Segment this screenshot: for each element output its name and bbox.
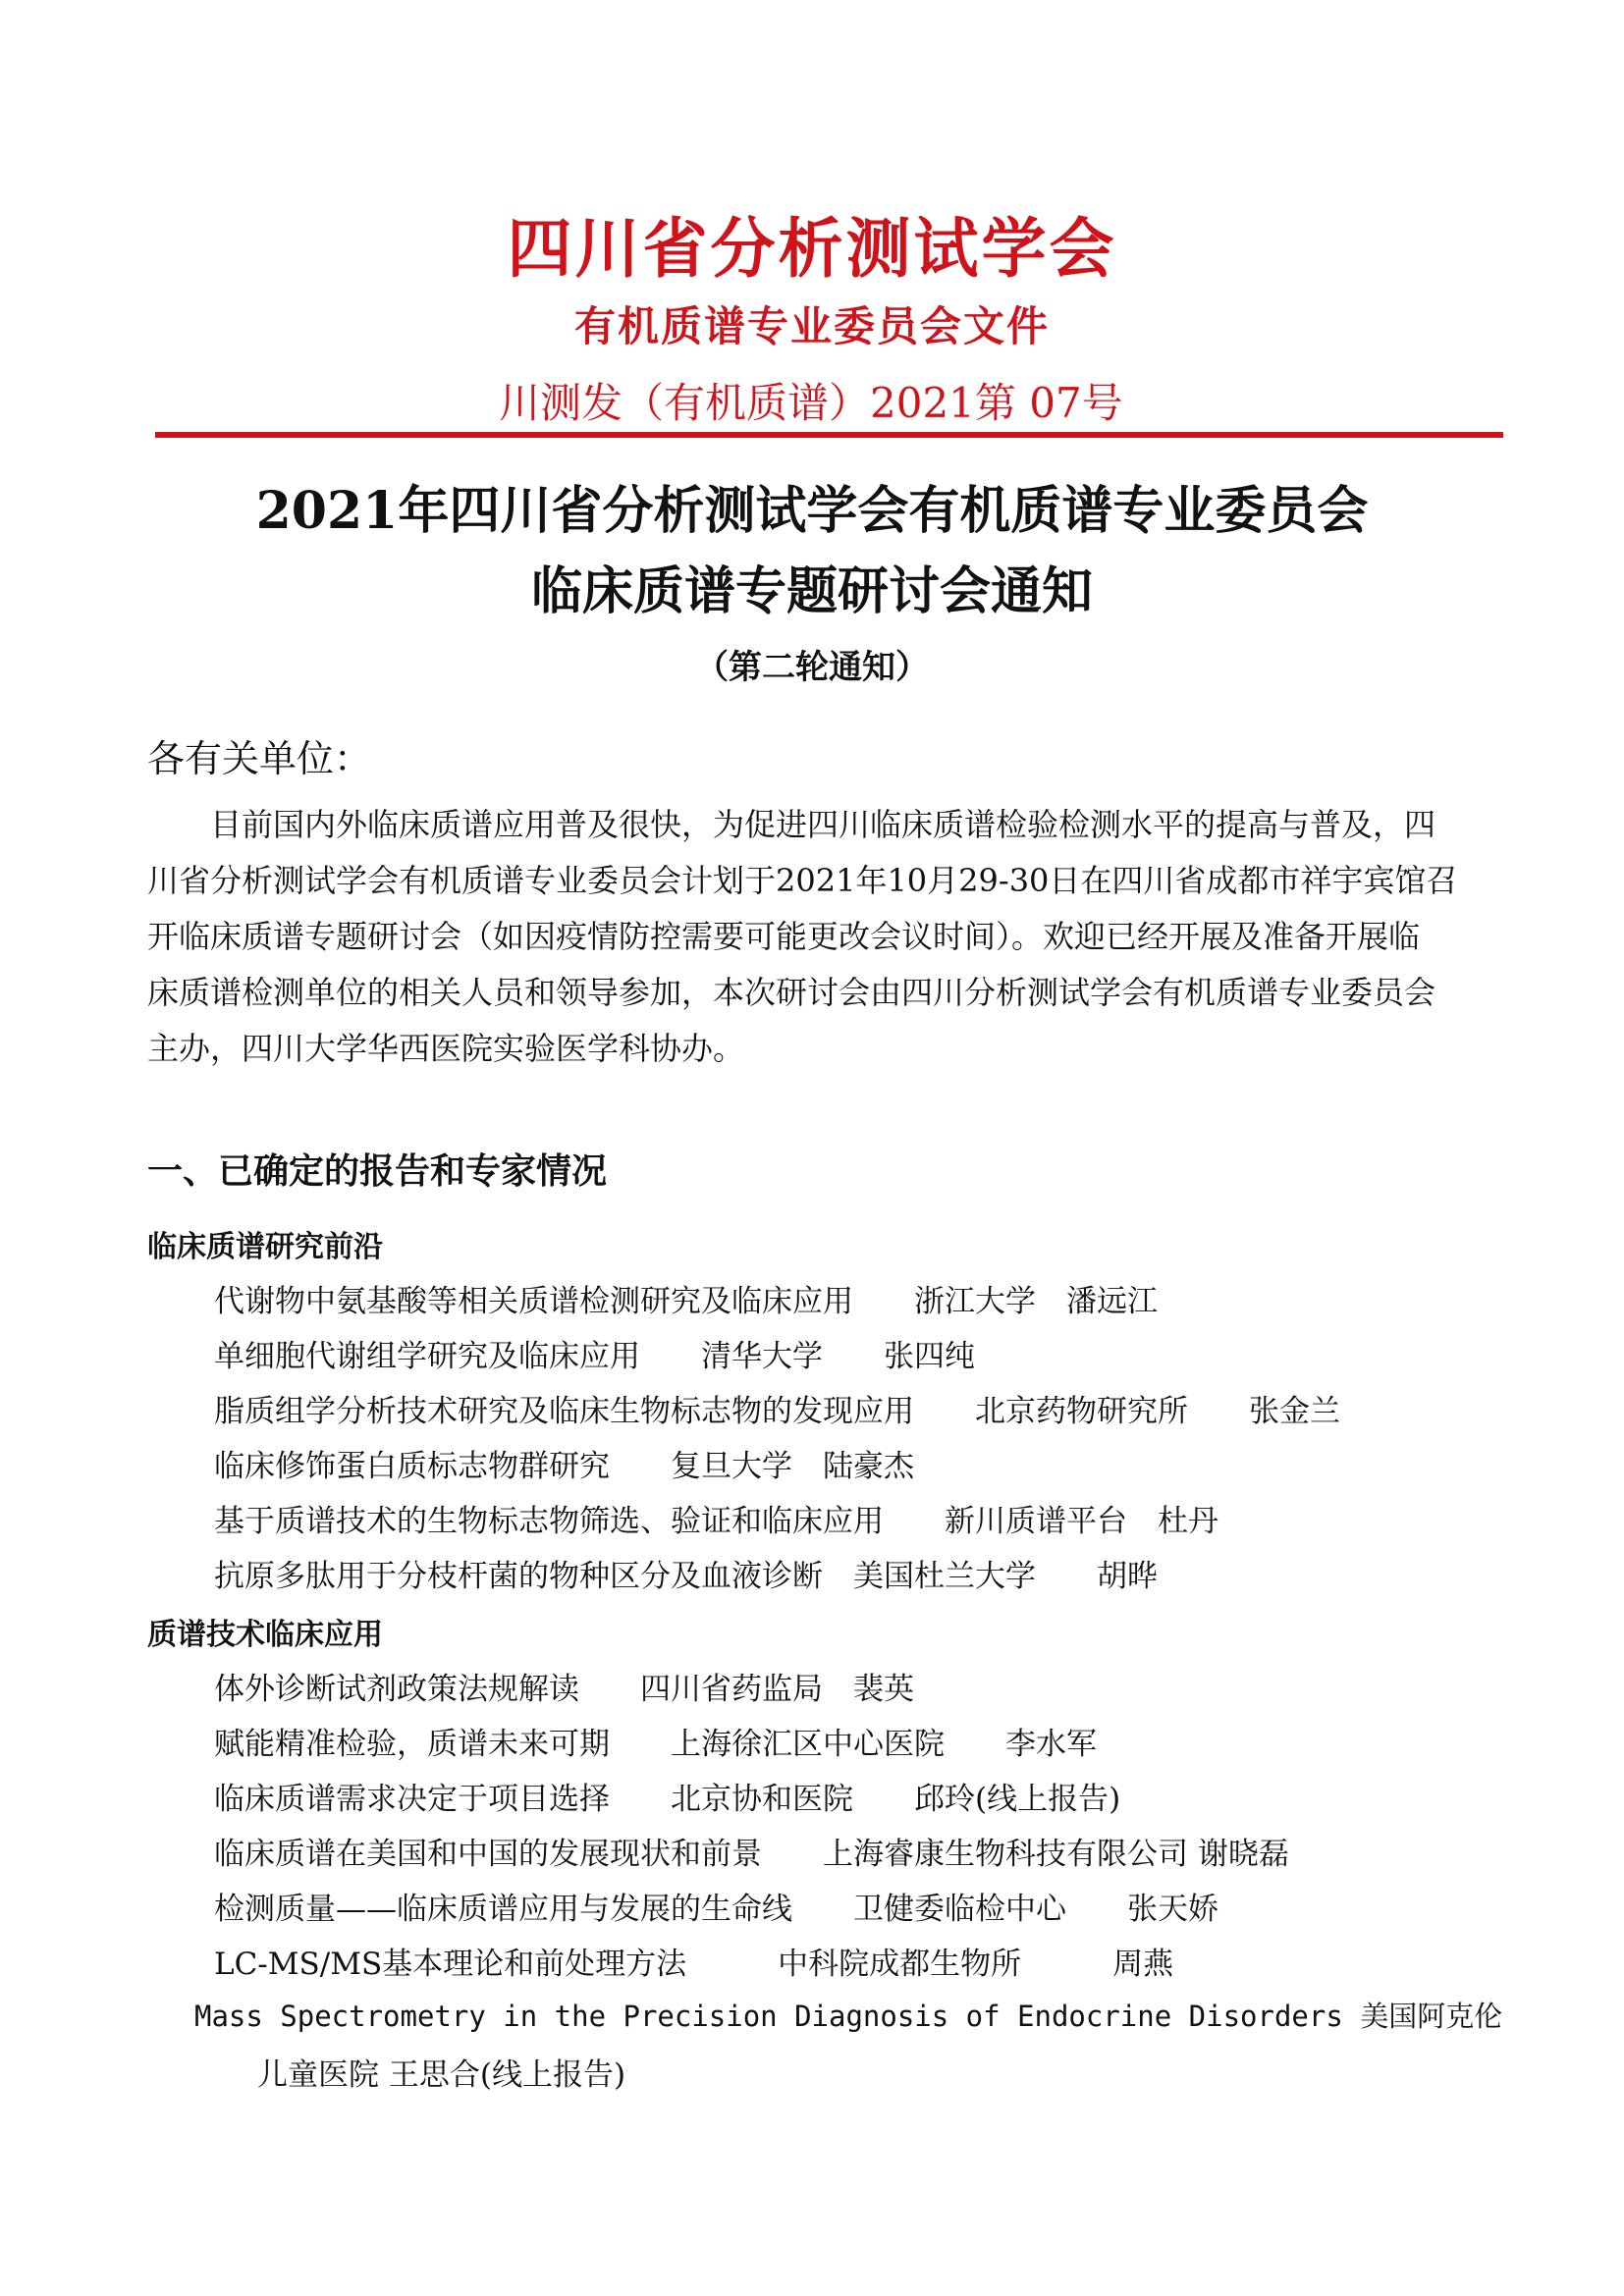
- committee-title: 有机质谱专业委员会文件: [573, 302, 1050, 350]
- salutation: 各有关单位：: [147, 737, 372, 780]
- report-item: 临床质谱在美国和中国的发展现状和前景 上海睿康生物科技有限公司 谢晓磊: [214, 1837, 1289, 1872]
- intro-paragraph-line: 主办，四川大学华西医院实验医学科协办。: [147, 1030, 745, 1067]
- red-header-rule: [155, 432, 1503, 438]
- subsection-heading: 临床质谱研究前沿: [147, 1230, 383, 1264]
- report-item: 临床质谱需求决定于项目选择 北京协和医院 邱玲(线上报告): [214, 1782, 1121, 1817]
- main-title-line-2: 临床质谱专题研讨会通知: [530, 561, 1093, 621]
- report-item: 基于质谱技术的生物标志物筛选、验证和临床应用 新川质谱平台 杜丹: [214, 1504, 1218, 1539]
- intro-paragraph-line: 川省分析测试学会有机质谱专业委员会计划于2021年10月29-30日在四川省成都市祥宇宾馆召: [147, 862, 1458, 899]
- report-item: 脂质组学分析技术研究及临床生物标志物的发现应用 北京药物研究所 张金兰: [214, 1394, 1340, 1429]
- report-item: LC-MS/MS基本理论和前处理方法 中科院成都生物所 周燕: [214, 1947, 1174, 1982]
- document-number: 川测发（有机质谱）2021第 07号: [499, 379, 1123, 427]
- report-item: 赋能精准检验，质谱未来可期 上海徐汇区中心医院 李水军: [214, 1727, 1097, 1762]
- intro-paragraph-line: 床质谱检测单位的相关人员和领导参加，本次研讨会由四川分析测试学会有机质谱专业委员会: [147, 974, 1436, 1011]
- notice-round-label: （第二轮通知）: [695, 648, 929, 687]
- intro-paragraph-line: 目前国内外临床质谱应用普及很快，为促进四川临床质谱检验检测水平的提高与普及，四: [147, 806, 1436, 843]
- report-item: Mass Spectrometry in the Precision Diagnosis of Endocrine Disorders 美国阿克伦: [194, 2000, 1503, 2033]
- org-title: 四川省分析测试学会: [507, 210, 1117, 287]
- report-item: 代谢物中氨基酸等相关质谱检测研究及临床应用 浙江大学 潘远江: [214, 1284, 1158, 1319]
- subsection-heading: 质谱技术临床应用: [147, 1618, 383, 1652]
- report-item-continuation: 儿童医院 王思合(线上报告): [257, 2057, 626, 2093]
- intro-paragraph-line: 开临床质谱专题研讨会（如因疫情防控需要可能更改会议时间）。欢迎已经开展及准备开展临: [147, 918, 1421, 955]
- report-item: 检测质量——临床质谱应用与发展的生命线 卫健委临检中心 张天娇: [214, 1892, 1218, 1927]
- section-heading: 一、已确定的报告和专家情况: [147, 1150, 608, 1192]
- main-title-line-1: 2021年四川省分析测试学会有机质谱专业委员会: [255, 481, 1369, 541]
- report-item: 抗原多肽用于分枝杆菌的物种区分及血液诊断 美国杜兰大学 胡晔: [214, 1559, 1158, 1594]
- report-item: 临床修饰蛋白质标志物群研究 复旦大学 陆豪杰: [214, 1449, 914, 1484]
- report-item: 单细胞代谢组学研究及临床应用 清华大学 张四纯: [214, 1339, 975, 1374]
- report-item: 体外诊断试剂政策法规解读 四川省药监局 裴英: [214, 1672, 914, 1707]
